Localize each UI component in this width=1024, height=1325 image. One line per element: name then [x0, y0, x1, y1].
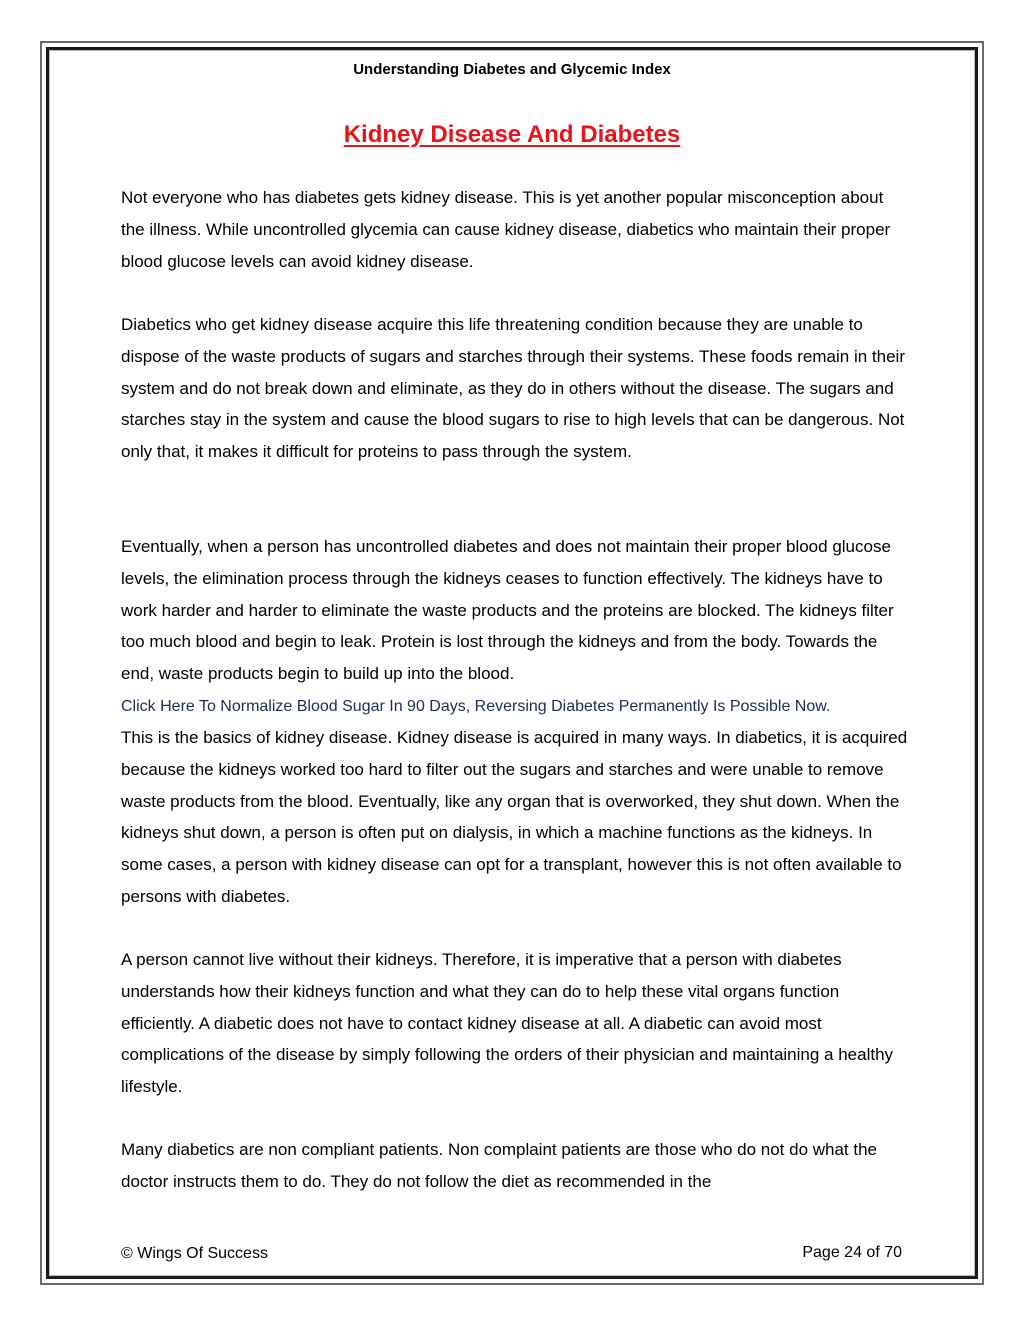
article-title: Kidney Disease And Diabetes: [343, 121, 681, 148]
paragraph-6: Many diabetics are non compliant patients. Non complaint patients are those who do not do what the doctor instructs them to do. They do not follow the diet as recommended in the: [121, 1140, 878, 1191]
paragraph-3: Eventually, when a person has uncontrolled diabetes and does not maintain their proper blood glucose levels, the elimination process through the kidneys ceases to function effectively. The kidneys have to work harder and harder to eliminate the waste products and the proteins are blocked. The kidneys filter too much blood and begin to leak. Protein is lost through the kidneys and from the body. Towards the end, waste products begin to build up into the blood.: [121, 537, 894, 684]
running-header: Understanding Diabetes and Glycemic Index: [353, 61, 671, 78]
paragraph-1: Not everyone who has diabetes gets kidney disease. This is yet another popular misconception about the illness. While uncontrolled glycemia can cause kidney disease, diabetics who maintain their proper blood glucose levels can avoid kidney disease.: [121, 188, 891, 271]
promo-link[interactable]: Click Here To Normalize Blood Sugar In 90 Days, Reversing Diabetes Permanently Is Possible Now.: [121, 698, 831, 715]
footer-copyright: © Wings Of Success: [121, 1245, 268, 1262]
paragraph-5: A person cannot live without their kidneys. Therefore, it is imperative that a person with diabetes understands how their kidneys function and what they can do to help these vital organs function efficiently. A diabetic does not have to contact kidney disease at all. A diabetic can avoid most complications of the disease by simply following the orders of their physician and maintaining a healthy lifestyle.: [121, 950, 894, 1097]
paragraph-2: Diabetics who get kidney disease acquire this life threatening condition because they are unable to dispose of the waste products of sugars and starches through their systems. These foods remain in their system and do not break down and eliminate, as they do in others without the disease. The sugars and starches stay in the system and cause the blood sugars to rise to high levels that can be dangerous. Not only that, it makes it difficult for proteins to pass through the system.: [121, 315, 905, 462]
paragraph-4: This is the basics of kidney disease. Kidney disease is acquired in many ways. In diabetics, it is acquired because the kidneys worked too hard to filter out the sugars and starches and were unable to remove waste products from the blood. Eventually, like any organ that is overworked, they shut down. When the kidneys shut down, a person is often put on dialysis, in which a machine functions as the kidneys. In some cases, a person with kidney disease can opt for a transplant, however this is not often available to persons with diabetes.: [121, 728, 908, 906]
footer-page-number: Page 24 of 70: [802, 1244, 902, 1261]
